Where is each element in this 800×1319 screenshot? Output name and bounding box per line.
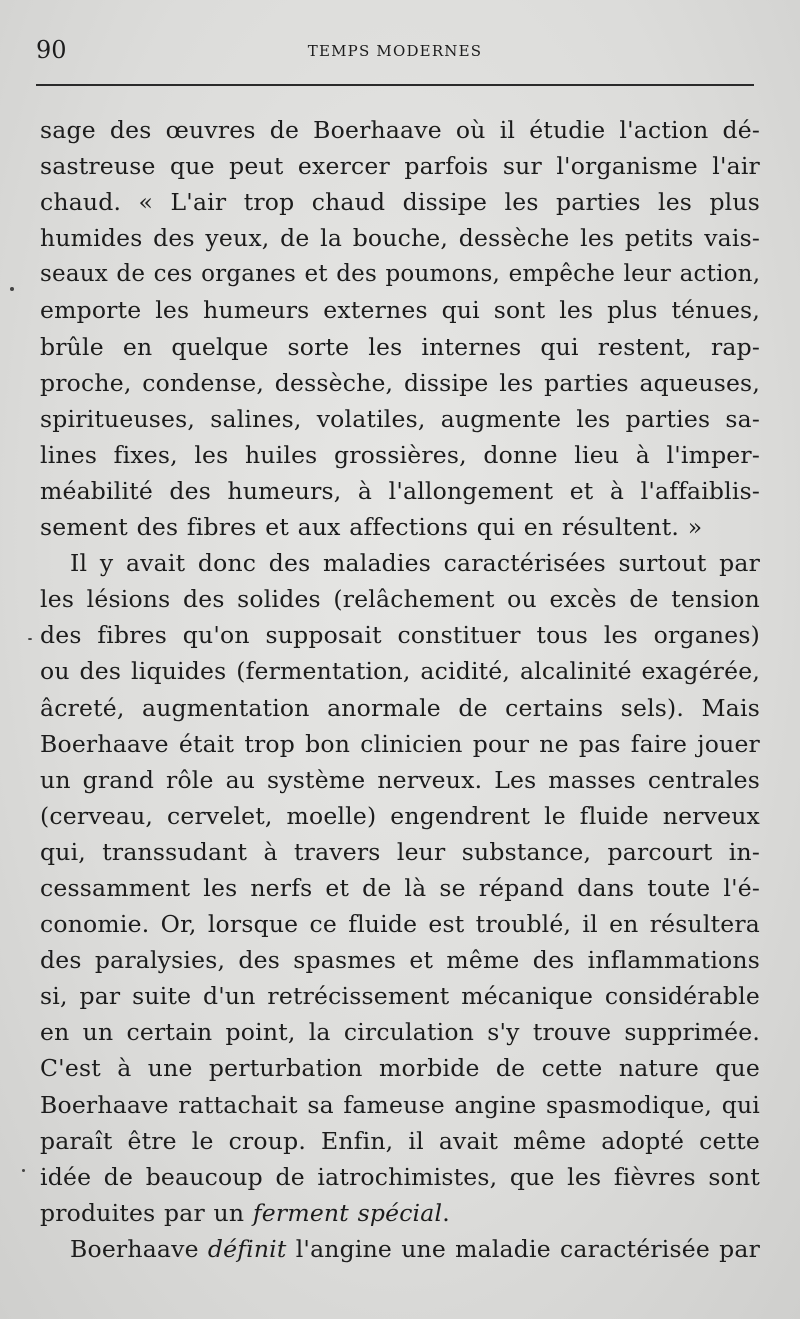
body-text <box>40 112 760 1267</box>
text-line: en un certain point, la circulation s'y trouve supprimée. <box>40 1018 760 1047</box>
text-line: âcreté, augmentation anormale de certains sels). Mais <box>40 693 760 722</box>
text-line: humides des yeux, de la bouche, dessèche les petits vais- <box>40 224 760 253</box>
text-run: l'angine une maladie caractérisée par <box>286 1234 760 1263</box>
text-run: . <box>442 1198 450 1227</box>
italic-phrase: ferment spécial <box>252 1198 443 1227</box>
page-number: 90 <box>36 36 67 64</box>
italic-phrase: définit <box>207 1234 287 1263</box>
text-line <box>40 1231 760 1267</box>
text-line: (cerveau, cervelet, moelle) engendrent le fluide nerveux <box>40 801 760 830</box>
text-line: Il y avait donc des maladies caractérisées surtout par <box>70 549 760 578</box>
text-line: sastreuse que peut exercer parfois sur l'organisme l'air <box>40 152 760 181</box>
text-line: qui, transsudant à travers leur substance, parcourt in- <box>40 837 760 866</box>
text-line: chaud. « L'air trop chaud dissipe les parties les plus <box>40 188 760 217</box>
text-line: paraît être le croup. Enfin, il avait même adopté cette <box>40 1126 760 1155</box>
text-line: brûle en quelque sorte les internes qui restent, rap- <box>40 332 760 361</box>
scan-speck <box>10 287 14 291</box>
text-line: emporte les humeurs externes qui sont les plus ténues, <box>40 296 760 325</box>
text-line: sement des fibres et aux affections qui en résultent. » <box>40 513 703 542</box>
running-title: TEMPS MODERNES <box>307 42 483 60</box>
text-line: idée de beaucoup de iatrochimistes, que les fièvres sont <box>40 1162 760 1191</box>
text-line: des paralysies, des spasmes et même des inflammations <box>40 946 760 975</box>
text-line <box>40 1195 760 1231</box>
text-line: spiritueuses, salines, volatiles, augmente les parties sa- <box>40 404 760 433</box>
text-line: des fibres qu'on supposait constituer tous les organes) <box>40 621 760 650</box>
text-line: un grand rôle au système nerveux. Les masses centrales <box>40 765 760 794</box>
text-line: si, par suite d'un retrécissement mécanique considérable <box>40 982 760 1011</box>
text-line: Boerhaave rattachait sa fameuse angine spasmodique, qui <box>40 1090 760 1119</box>
scan-speck <box>22 1169 25 1172</box>
text-line: proche, condense, dessèche, dissipe les parties aqueuses, <box>40 368 760 397</box>
text-line: méabilité des humeurs, à l'allongement et à l'affaiblis- <box>40 476 760 505</box>
text-line: cessamment les nerfs et de là se répand dans toute l'é- <box>40 873 760 902</box>
text-line: lines fixes, les huiles grossières, donne lieu à l'imper- <box>40 440 760 469</box>
text-line: Boerhaave était trop bon clinicien pour ne pas faire jouer <box>40 729 760 758</box>
text-line: C'est à une perturbation morbide de cette nature que <box>40 1054 760 1083</box>
text-line: ou des liquides (fermentation, acidité, alcalinité exagérée, <box>40 657 760 686</box>
text-line: sage des œuvres de Boerhaave où il étudie l'action dé- <box>40 116 760 144</box>
text-run: produites par un <box>40 1198 253 1227</box>
text-line: les lésions des solides (relâchement ou excès de tension <box>40 585 760 614</box>
header-rule <box>36 84 754 86</box>
text-line: seaux de ces organes et des poumons, empêche leur action, <box>40 261 761 288</box>
scan-speck <box>28 638 32 640</box>
page-header <box>36 36 754 72</box>
text-line: conomie. Or, lorsque ce fluide est troublé, il en résultera <box>40 910 760 939</box>
text-run: Boerhaave <box>70 1234 208 1263</box>
